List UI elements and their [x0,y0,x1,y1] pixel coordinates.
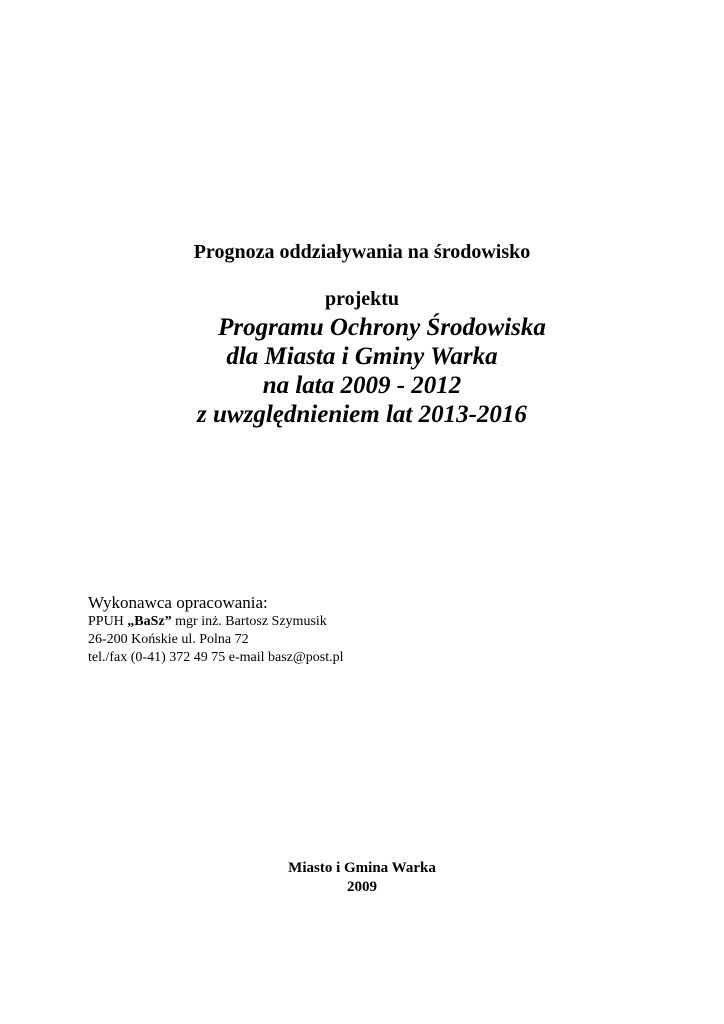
contractor-address: 26-200 Końskie ul. Polna 72 [88,632,249,647]
footer-place: Miasto i Gmina Warka [288,860,436,876]
contractor-label: Wykonawca opracowania: [88,593,268,612]
company-owner: mgr inż. Bartosz Szymusik [171,614,327,629]
company-name: „BaSz” [127,614,172,629]
document-heading: Prognoza oddziaływania na środowisko [193,241,531,263]
document-title [0,313,724,429]
title-line: dla Miasta i Gminy Warka [226,343,498,370]
title-line: Programu Ochrony Środowiska [218,314,546,341]
title-line: na lata 2009 - 2012 [262,372,462,399]
company-prefix: PPUH [88,614,128,629]
contractor-company [88,613,648,631]
title-line: z uwzględnieniem lat 2013-2016 [197,401,527,428]
contractor-block [88,593,648,667]
footer-year: 2009 [347,879,377,895]
document-footer [0,859,724,897]
contractor-contact: tel./fax (0-41) 372 49 75 e-mail basz@post.pl [88,650,344,665]
document-subheading: projektu [324,288,400,310]
